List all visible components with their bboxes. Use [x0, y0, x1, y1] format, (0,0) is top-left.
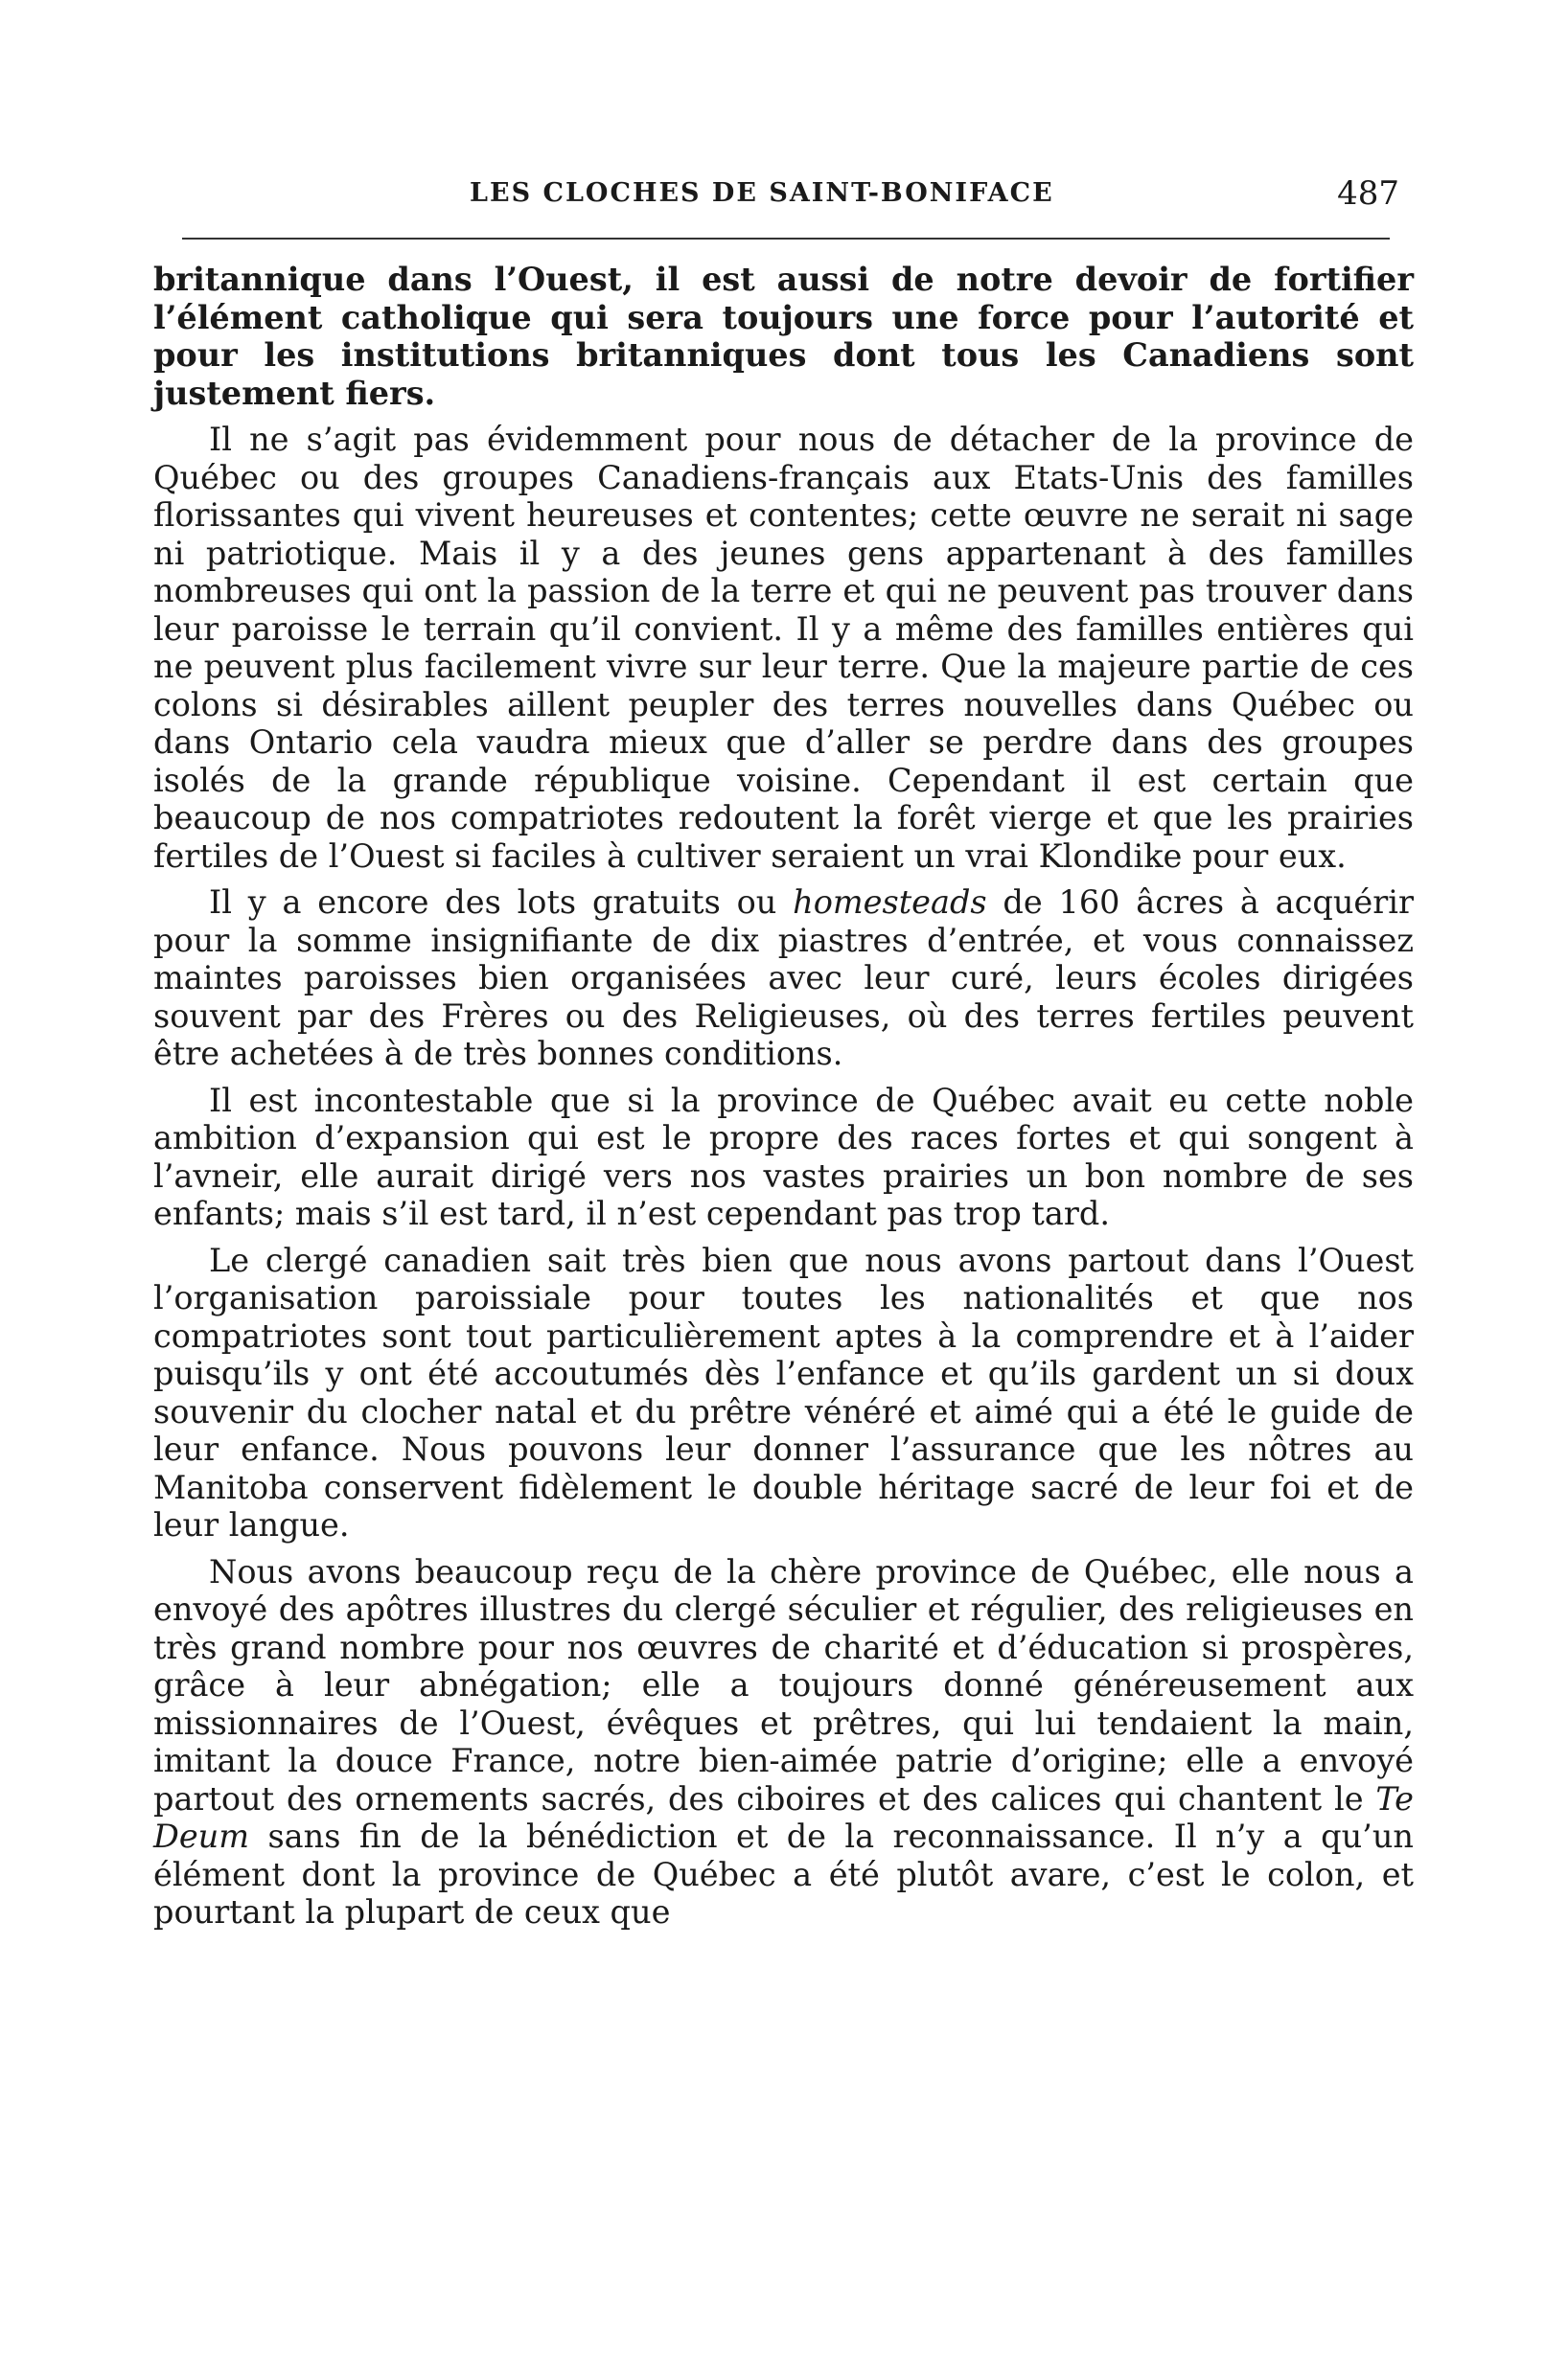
paragraph-text: Il est incontestable que si la province de Québec avait eu cette noble ambition d’expansion qui est le propre des races fortes et qui songent à l’avneir, elle aurait dirigé vers nos vastes prairies un bon nombre de ses enfants; mais s’il est tard, il n’est cependant pas trop tard.: [153, 1081, 1414, 1232]
paragraph: [153, 1242, 1414, 1545]
running-title: LES CLOCHES DE SAINT-BONIFACE: [470, 178, 1054, 208]
paragraph-text-before: Il y a encore des lots gratuits ou: [209, 883, 794, 921]
header-rule: [182, 238, 1390, 240]
paragraph: [153, 421, 1414, 875]
page-number: 487: [1337, 174, 1399, 213]
paragraph-text-before: Nous avons beaucoup reçu de la chère province de Québec, elle nous a envoyé des apôtres illustres du clergé séculier et régulier, des religieuses en très grand nombre pour nos œuvres de charité et d’éducation si prospères, grâce à leur abnégation; elle a toujours donné généreusement aux missionnaires de l’Ouest, évêques et prêtres, qui lui tendaient la main, imitant la douce France, notre bien-aimée patrie d’origine; elle a envoyé partout des ornements sacrés, des ciboires et des calices qui chantent le: [153, 1552, 1414, 1818]
body-text: [153, 261, 1414, 1932]
paragraph-emphasis: homesteads: [793, 883, 987, 921]
paragraph-text: Le clergé canadien sait très bien que nous avons partout dans l’Ouest l’organisation paroissiale pour toutes les nationalités et que nos compatriotes sont tout particulièrement aptes à la comprendre et à l’aider puisqu’ils y ont été accoutumés dès l’enfance et qu’ils gardent un si doux souvenir du clocher natal et du prêtre vénéré et aimé qui a été le guide de leur enfance. Nous pouvons leur donner l’assurance que les nôtres au Manitoba conservent fidèlement le double héritage sacré de leur foi et de leur langue.: [153, 1241, 1414, 1544]
paragraph: [153, 1553, 1414, 1932]
paragraph-text-after: de 160 âcres à acquérir pour la somme insignifiante de dix piastres d’entrée, et vous connaissez maintes paroisses bien organisées avec leur curé, leurs écoles dirigées souvent par des Frères ou des Religieuses, où des terres fertiles peuvent être achetées à de très bonnes conditions.: [153, 883, 1414, 1072]
paragraph-text: britannique dans l’Ouest, il est aussi de notre devoir de fortifier l’élément catholique qui sera toujours une force pour l’autorité et pour les institutions britanniques dont tous les Canadiens sont justement fiers.: [153, 261, 1414, 412]
running-head: [182, 174, 1399, 222]
paragraph-text-after: sans fin de la bénédiction et de la reconnaissance. Il n’y a qu’un élément dont la province de Québec a été plutôt avare, c’est le colon, et pourtant la plupart de ceux que: [153, 1818, 1414, 1931]
paragraph-continuation: [153, 261, 1414, 412]
paragraph: [153, 883, 1414, 1073]
paragraph-text: Il ne s’agit pas évidemment pour nous de détacher de la province de Québec ou des groupes Canadiens-français aux Etats-Unis des familles florissantes qui vivent heureuses et contentes; cette œuvre ne serait ni sage ni patriotique. Mais il y a des jeunes gens appartenant à des familles nombreuses qui ont la passion de la terre et qui ne peuvent pas trouver dans leur paroisse le terrain qu’il convient. Il y a même des familles entières qui ne peuvent plus facilement vivre sur leur terre. Que la majeure partie de ces colons si désirables aillent peupler des terres nouvelles dans Québec ou dans Ontario cela vaudra mieux que d’aller se perdre dans des groupes isolés de la grande république voisine. Cependant il est certain que beaucoup de nos compatriotes redoutent la forêt vierge et que les prairies fertiles de l’Ouest si faciles à cultiver seraient un vrai Klondike pour eux.: [153, 421, 1414, 875]
paragraph: [153, 1082, 1414, 1233]
paragraph-emphasis: Te Deum: [153, 1779, 1414, 1855]
